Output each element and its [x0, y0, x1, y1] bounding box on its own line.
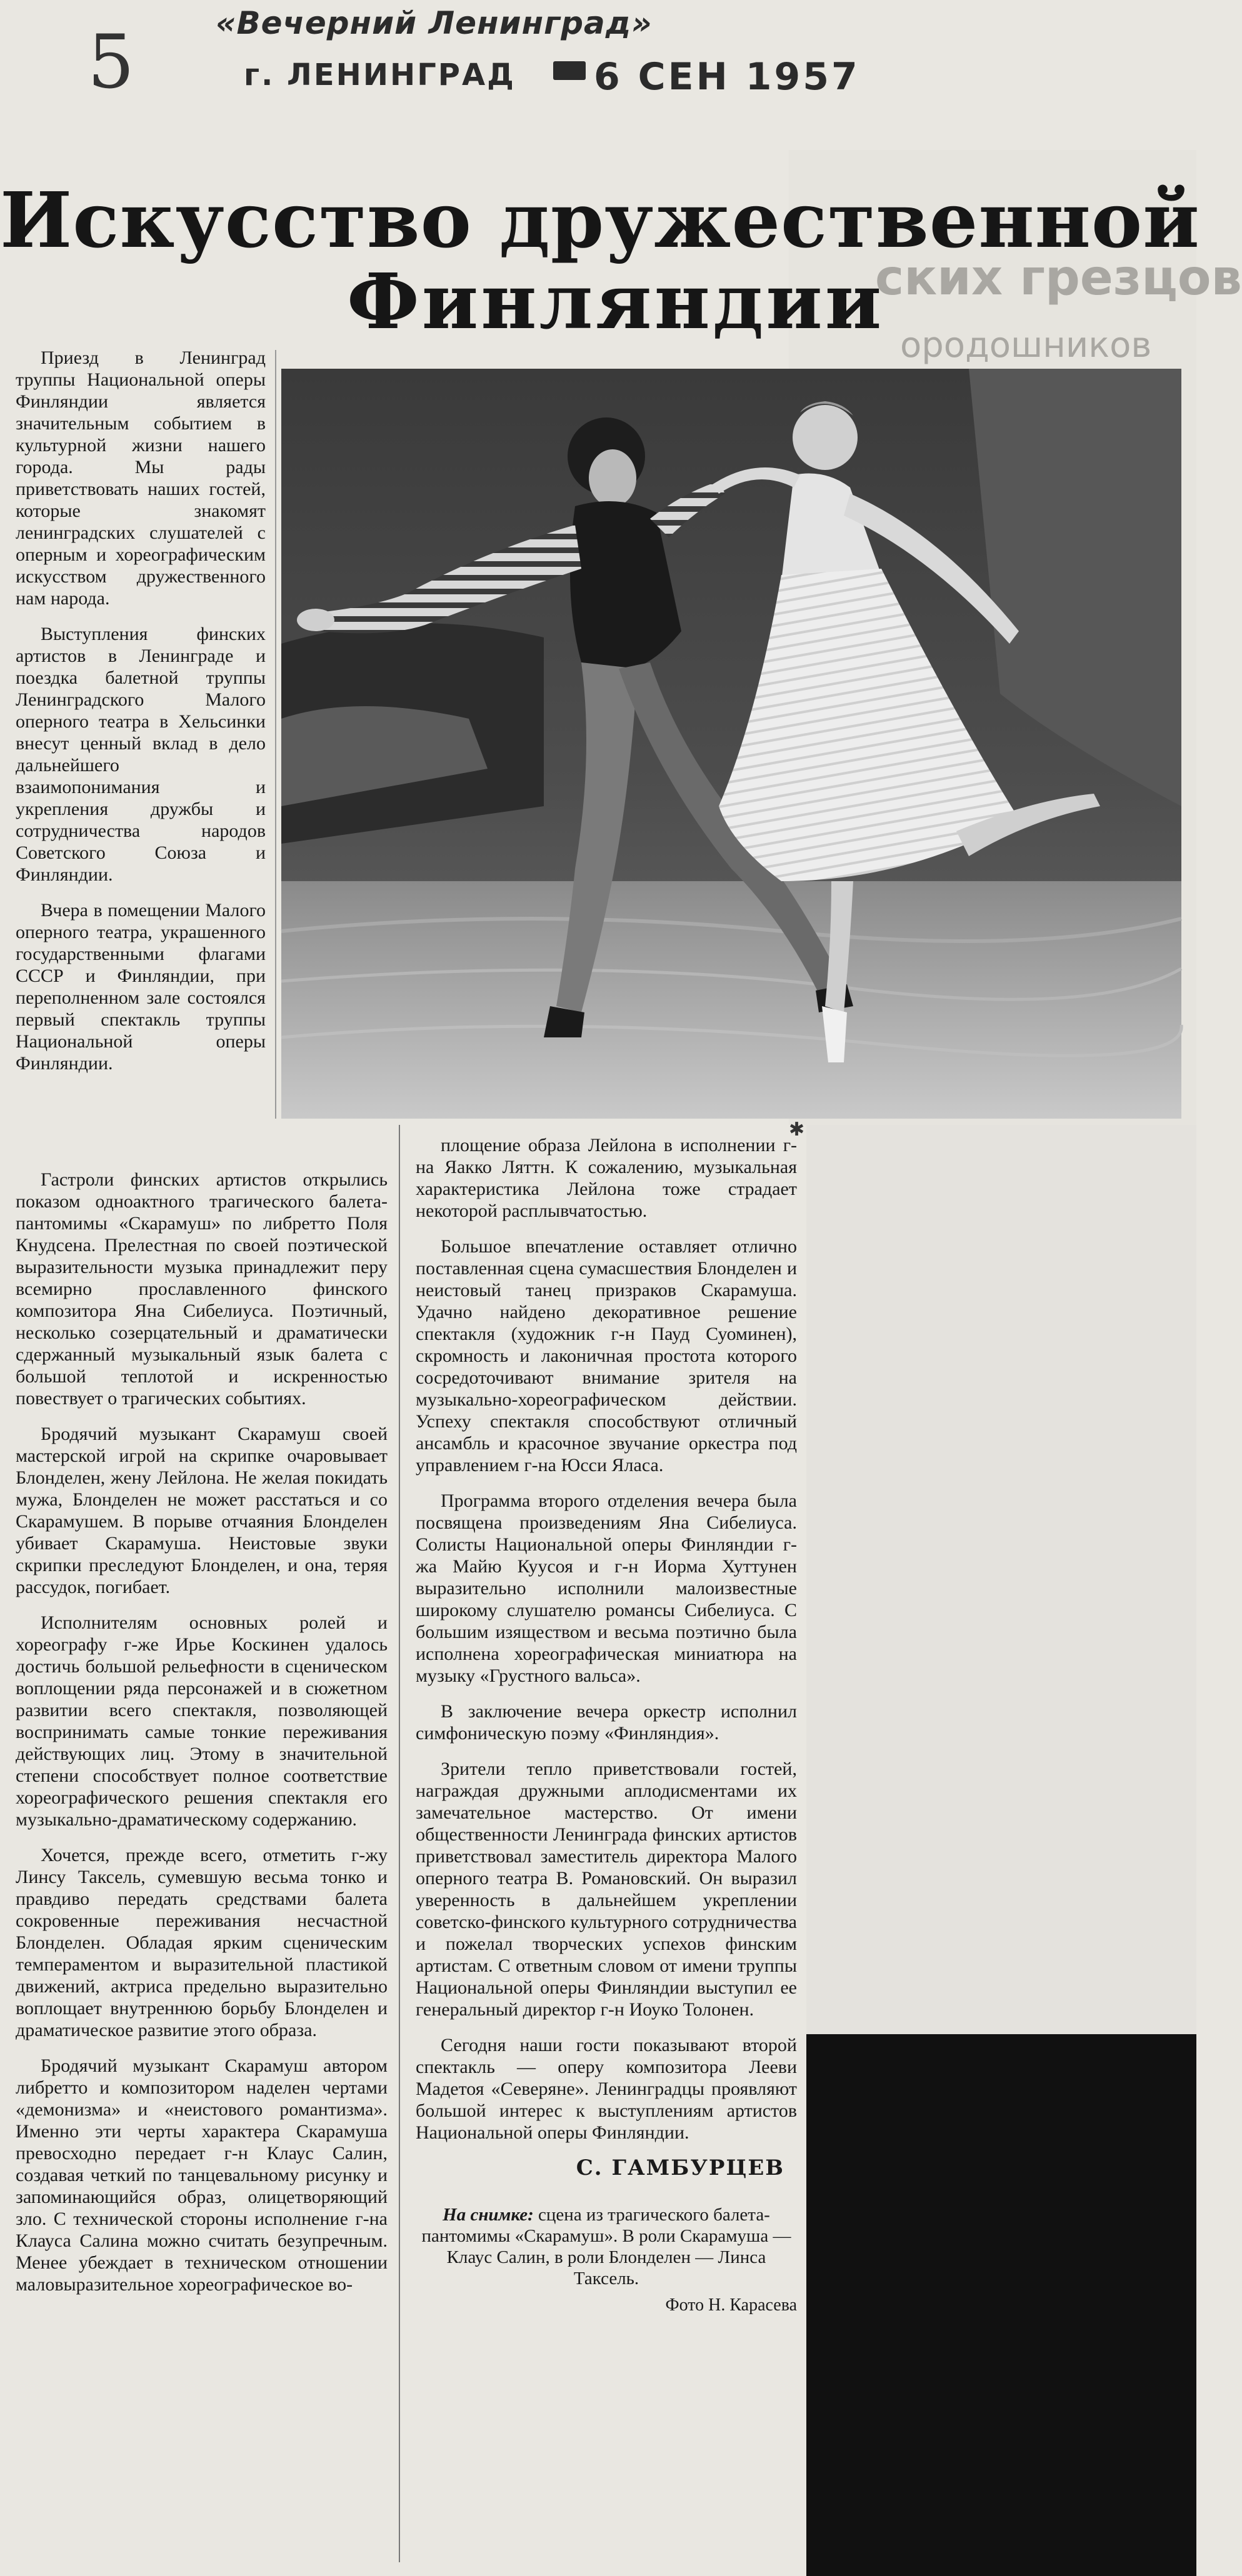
photo-credit: Фото Н. Карасева	[665, 2295, 797, 2315]
headline-line-1: Искусство дружественной	[0, 175, 1200, 265]
article-column-right	[416, 1134, 797, 2316]
paragraph: В заключение вечера оркестр исполнил симфоническую поэму «Финляндия».	[416, 1701, 797, 1744]
paragraph: Зрители тепло приветствовали гостей, награждая дружными аплодисментами их замечательное мастерство. От имени общественности Ленинграда финских артистов приветствовал заместитель директора Малого оперного театра В. Романовский. Он выразил уверенность в дальнейшем укреплении советско-финского культурного сотрудничества и пожелал творческих успехов финским артистам. С ответным словом от имени труппы Национальной оперы Финляндии выступил ее генеральный директор г-н Иоуко Толонен.	[416, 1759, 797, 2020]
paragraph: площение образа Лейлона в исполнении г-на Яакко Ляттн. К сожалению, музыкальная характеристика Лейлона тоже страдает некоторой расплывчатостью.	[416, 1135, 797, 1221]
page-number: 5	[88, 19, 135, 105]
date-stamp: 6 СЕН 1957	[594, 55, 860, 99]
background-dark-region	[806, 2034, 1196, 2576]
stamp-square-icon	[553, 61, 586, 80]
newspaper-name-stamp: «Вечерний Ленинград»	[216, 5, 653, 41]
bleed-through-text-1: ских грезцов	[875, 250, 1242, 306]
column-divider	[399, 1125, 400, 2562]
column-divider-upper	[275, 350, 276, 1119]
ballet-photo-illustration	[281, 369, 1181, 1119]
paragraph: Большое впечатление оставляет отлично поставленная сцена сумасшествия Блонделен и неистовый танец призраков Скарамуша. Удачно найдено декоративное решение спектакля (художник г-н Пауд Суоминен), скромность и лаконичная простота которого сосредоточивают внимание зрителя на музыкально-хореографическом действии. Успеху спектакля способствуют отличный ансамбль и красочное звучание оркестра под управлением г-на Юсси Яласа.	[416, 1236, 797, 1475]
headline-line-2: Финляндии	[347, 256, 884, 346]
ballet-photo	[281, 369, 1181, 1119]
paragraph: Хочется, прежде всего, отметить г-жу Линсу Таксель, сумевшую весьма тонко и правдиво передать средствами балета сокровенные переживания несчастной Блонделен. Обладая ярким сценическим темпераментом и выразительной пластикой движений, актриса предельно выразительно воплощает внутреннюю борьбу Блонделен и драматическое развитие этого образа.	[16, 1845, 388, 2040]
paragraph: Гастроли финских артистов открылись показом одноактного трагического балета-пантомимы «Скарамуш» по либретто Поля Кнудсена. Прелестная по своей поэтической выразительности музыка принадлежит перу всемирно прославленного финского композитора Яна Сибелиуса. Поэтичный, несколько созерцательный и драматически сдержанный музыкальный язык балета с большой теплотой и искренностью повествует о трагических событиях.	[16, 1169, 388, 1409]
paragraph: Выступления финских артистов в Ленинграде и поездка балетной труппы Ленинградского Малого оперного театра в Хельсинки внесут ценный вклад в дело дальнейшего взаимопонимания и укрепления дружбы и сотрудничества народов Советского Союза и Финляндии.	[16, 624, 266, 885]
paragraph: Бродячий музыкант Скарамуш автором либретто и композитором наделен чертами «демонизма» и «неистового романтизма». Именно эти черты характера Скарамуша превосходно передает г-н Клаус Салин, создавая четкий по танцевальному рисунку и запоминающийся образ, олицетворяющий зло. С технической стороны исполнение г-на Клауса Салина можно считать безупречным. Менее убеждает в техническом отношении маловыразительное хореографическое во-	[16, 2055, 388, 2295]
city-stamp: г. ЛЕНИНГРАД	[244, 57, 516, 92]
paragraph: Бродячий музыкант Скарамуш своей мастерской игрой на скрипке очаровывает Блонделен, жену Лейлона. Не желая покидать мужа, Блонделен не может расстаться и со Скарамушем. В порыве отчаяния Блонделен убивает Скарамуша. Неистовые звуки скрипки преследуют Блонделен, и она, теряя рассудок, погибает.	[16, 1424, 388, 1597]
bleed-through-text-2: ородошников	[900, 325, 1152, 366]
caption-text: сцена из трагического балета-пантомимы «Скарамуш». В роли Скарамуша — Клаус Салин, в роли Блонделен — Линса Таксель.	[421, 2205, 791, 2289]
background-right-upper	[806, 1125, 1196, 2037]
asterisk-ornament: ✱	[789, 1119, 805, 1140]
article-column-left	[16, 1169, 388, 2309]
author-signature: С. ГАМБУРЦЕВ	[576, 2155, 784, 2180]
paragraph: Вчера в помещении Малого оперного театра, украшенного государственными флагами СССР и Финляндии, при переполненном зале состоялся первый спектакль труппы Национальной оперы Финляндии.	[16, 900, 266, 1074]
caption-label: На снимке:	[443, 2205, 534, 2225]
paragraph: Приезд в Ленинград труппы Национальной оперы Финляндии является значительным событием в культурной жизни нашего города. Мы рады приветствовать наших гостей, которые знакомят ленинградских слушателей с оперным и хореографическим искусством дружественного нам народа.	[16, 347, 266, 609]
photo-caption	[416, 2204, 797, 2289]
paragraph: Программа второго отделения вечера была посвящена произведениям Яна Сибелиуса. Солисты Национальной оперы Финляндии г-жа Майю Куусоя и г-н Иорма Хуттунен выразительно исполнили малоизвестные широкому слушателю романсы Сибелиуса. С большим изяществом и весьма поэтично была исполнена хореографическая миниатюра на музыку «Грустного вальса».	[416, 1490, 797, 1686]
paragraph: Сегодня наши гости показывают второй спектакль — оперу композитора Лееви Мадетоя «Северяне». Ленинградцы проявляют большой интерес к выступлениям артистов Национальной оперы Финляндии.	[416, 2035, 797, 2143]
article-column-intro	[16, 347, 266, 1088]
paragraph: Исполнителям основных ролей и хореографу г-же Ирье Коскинен удалось достичь большой рельефности в сценическом воплощении ряда персонажей и в сюжетном развитии всего спектакля, позволяющей воспринимать самые тонкие переживания действующих лиц. Этому в значительной степени способствует полное соответствие хореографического решения спектакля его музыкально-драматическому содержанию.	[16, 1612, 388, 1830]
